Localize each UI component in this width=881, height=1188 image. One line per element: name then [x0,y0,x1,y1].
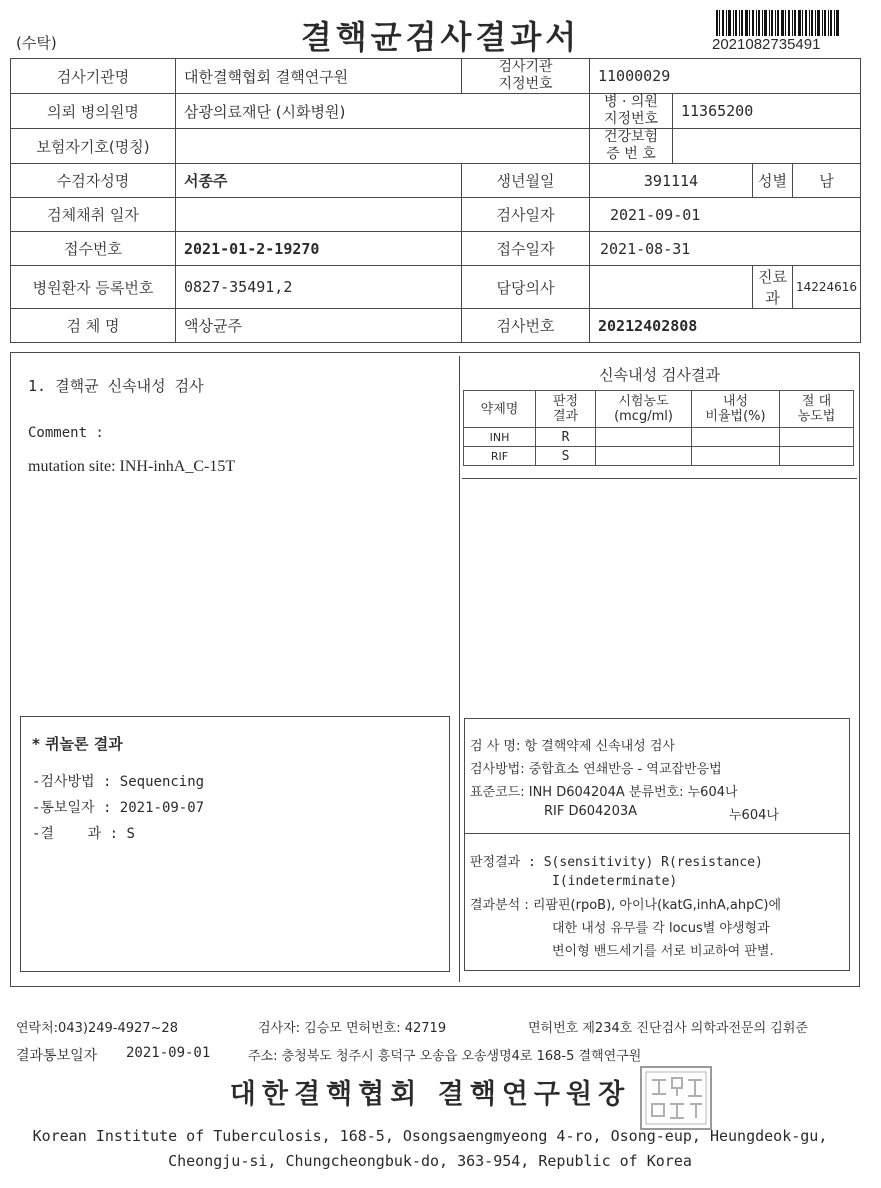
drug-ratio [692,428,780,447]
reception-date-label: 접수일자 [462,232,590,266]
results-title: 신속내성 검사결과 [599,366,720,384]
abs-col-header-text: 절 대 농도법 [797,394,836,424]
drug-col-header [464,391,536,428]
reg-no: 0827-35491,2 [176,266,462,309]
drug-conc [596,428,692,447]
abs-col-header [780,391,854,428]
barcode [716,10,840,36]
quinolone-method: -검사방법 : Sequencing [32,774,205,790]
test-code-line2-class: 누604나 [729,808,779,823]
test-date: 2021-09-01 [590,198,861,232]
results-separator [462,478,857,479]
birth-label: 생년월일 [462,164,590,198]
card [673,129,861,164]
test-method: 검사방법: 중합효소 연쇄반응 - 역교잡반응법 [470,762,722,777]
result-col-header [536,391,596,428]
ratio-col-header-text: 내성 비율법(%) [705,394,766,424]
card-label-text: 건강보험 증 번 호 [603,129,659,162]
collect [176,198,462,232]
patient-label: 수검자성명 [11,164,176,198]
doctor-label: 담당의사 [462,266,590,309]
sex: 남 [793,164,861,198]
reception-no: 2021-01-2-19270 [176,232,462,266]
birth: 391114 [590,164,753,198]
contact: 연락처:043)249-4927~28 [16,1021,178,1036]
judgement-result-line1: 판정결과 : S(sensitivity) R(resistance) [470,855,763,870]
drug-abs [780,428,854,447]
english-address-line2: Cheongju-si, Chungcheongbuk-do, 363-954, Republic of Korea [168,1152,692,1170]
dept-label: 진료과 [753,266,793,309]
notify-date: 2021-09-01 [126,1045,211,1061]
result-col-header-text: 판정 결과 [552,394,579,424]
lab-name: 대한결핵협회 결핵연구원 [176,59,462,94]
reception-date: 2021-08-31 [590,232,861,266]
drug-result: S [536,447,596,466]
drug-abs [780,447,854,466]
english-address-line1: Korean Institute of Tuberculosis, 168-5, Osongsaengmyeong 4-ro, Osong-eup, Heungdeok-gu, [32,1127,828,1145]
test-no-label: 검사번호 [462,309,590,343]
drug-result: R [536,428,596,447]
section-title: 1. 결핵균 신속내성 검사 [28,377,204,395]
analysis-line3: 변이형 밴드세기를 서로 비교하여 판별. [552,944,774,959]
judgement-result-line2: I(indeterminate) [552,874,678,889]
table-row [464,428,854,447]
receipt-label: (수탁) [16,34,57,52]
doctor [590,266,753,309]
lab-id-label [462,59,590,94]
quinolone-title: * 퀴놀론 결과 [32,735,123,753]
quinolone-box [20,716,450,972]
ratio-col-header [692,391,780,428]
clinic-id: 11365200 [673,94,861,129]
institute-name: 대한결핵협회 결핵연구원장 [229,1079,631,1110]
test-code-line2: RIF D604203A [544,804,638,819]
barcode-number: 2021082735491 [712,36,821,53]
address: 주소: 충청북도 청주시 흥덕구 오송읍 오송생명4로 168-5 결핵연구원 [248,1049,642,1064]
patient-name: 서종주 [176,164,462,198]
quinolone-result: -결 과 : S [32,826,135,842]
test-name: 검 사 명: 항 결핵약제 신속내성 검사 [470,739,675,754]
drug-col-header-text: 약제명 [480,401,519,417]
insurer [176,129,590,164]
license: 면허번호 제234호 진단검사 의학과전문의 김휘준 [528,1021,808,1036]
reg-no-label: 병원환자 등록번호 [11,266,176,309]
reception-no-label: 접수번호 [11,232,176,266]
analysis-line2: 대한 내성 유무를 각 locus별 야생형과 [552,921,770,936]
dept: 14224616 [793,266,861,309]
drug-conc [596,447,692,466]
test-code-line1: 표준코드: INH D604204A 분류번호: 누604나 [470,785,738,800]
conc-col-header [596,391,692,428]
specimen: 액상균주 [176,309,462,343]
clinic-id-label-text: 병 · 의원 지정번호 [603,94,659,127]
drug-name: RIF [464,447,536,466]
document-title: 결핵균검사결과서 [300,18,581,56]
card-label [590,129,673,164]
specimen-label: 검 체 명 [11,309,176,343]
lab-id: 11000029 [590,59,861,94]
column-divider [459,356,460,982]
sex-label: 성별 [753,164,793,198]
drug-table [463,390,854,466]
drug-ratio [692,447,780,466]
quinolone-notify: -통보일자 : 2021-09-07 [32,800,205,816]
analysis-line1: 결과분석 : 리팜핀(rpoB), 아이나(katG,inhA,ahpC)에 [470,898,782,913]
notify-label: 결과통보일자 [16,1048,98,1064]
lab-id-label-text: 검사기관 지정번호 [498,59,553,92]
mutation-site: mutation site: INH-inhA_C-15T [28,458,236,475]
insurer-label: 보험자기호(명칭) [11,129,176,164]
test-date-label: 검사일자 [462,198,590,232]
tester: 검사자: 김승모 면허번호: 42719 [258,1021,447,1036]
collect-label: 검체채취 일자 [11,198,176,232]
lab-name-label: 검사기관명 [11,59,176,94]
seal-stamp-icon [638,1064,714,1132]
drug-name: INH [464,428,536,447]
test-no: 20212402808 [590,309,861,343]
clinic-id-label [590,94,673,129]
info-table [10,58,861,343]
conc-col-header-text: 시험농도 (mcg/ml) [614,394,673,424]
comment-label: Comment : [28,425,104,441]
hospital-label: 의뢰 병의원명 [11,94,176,129]
table-row [464,447,854,466]
hospital: 삼광의료재단 (시화병원) [176,94,590,129]
